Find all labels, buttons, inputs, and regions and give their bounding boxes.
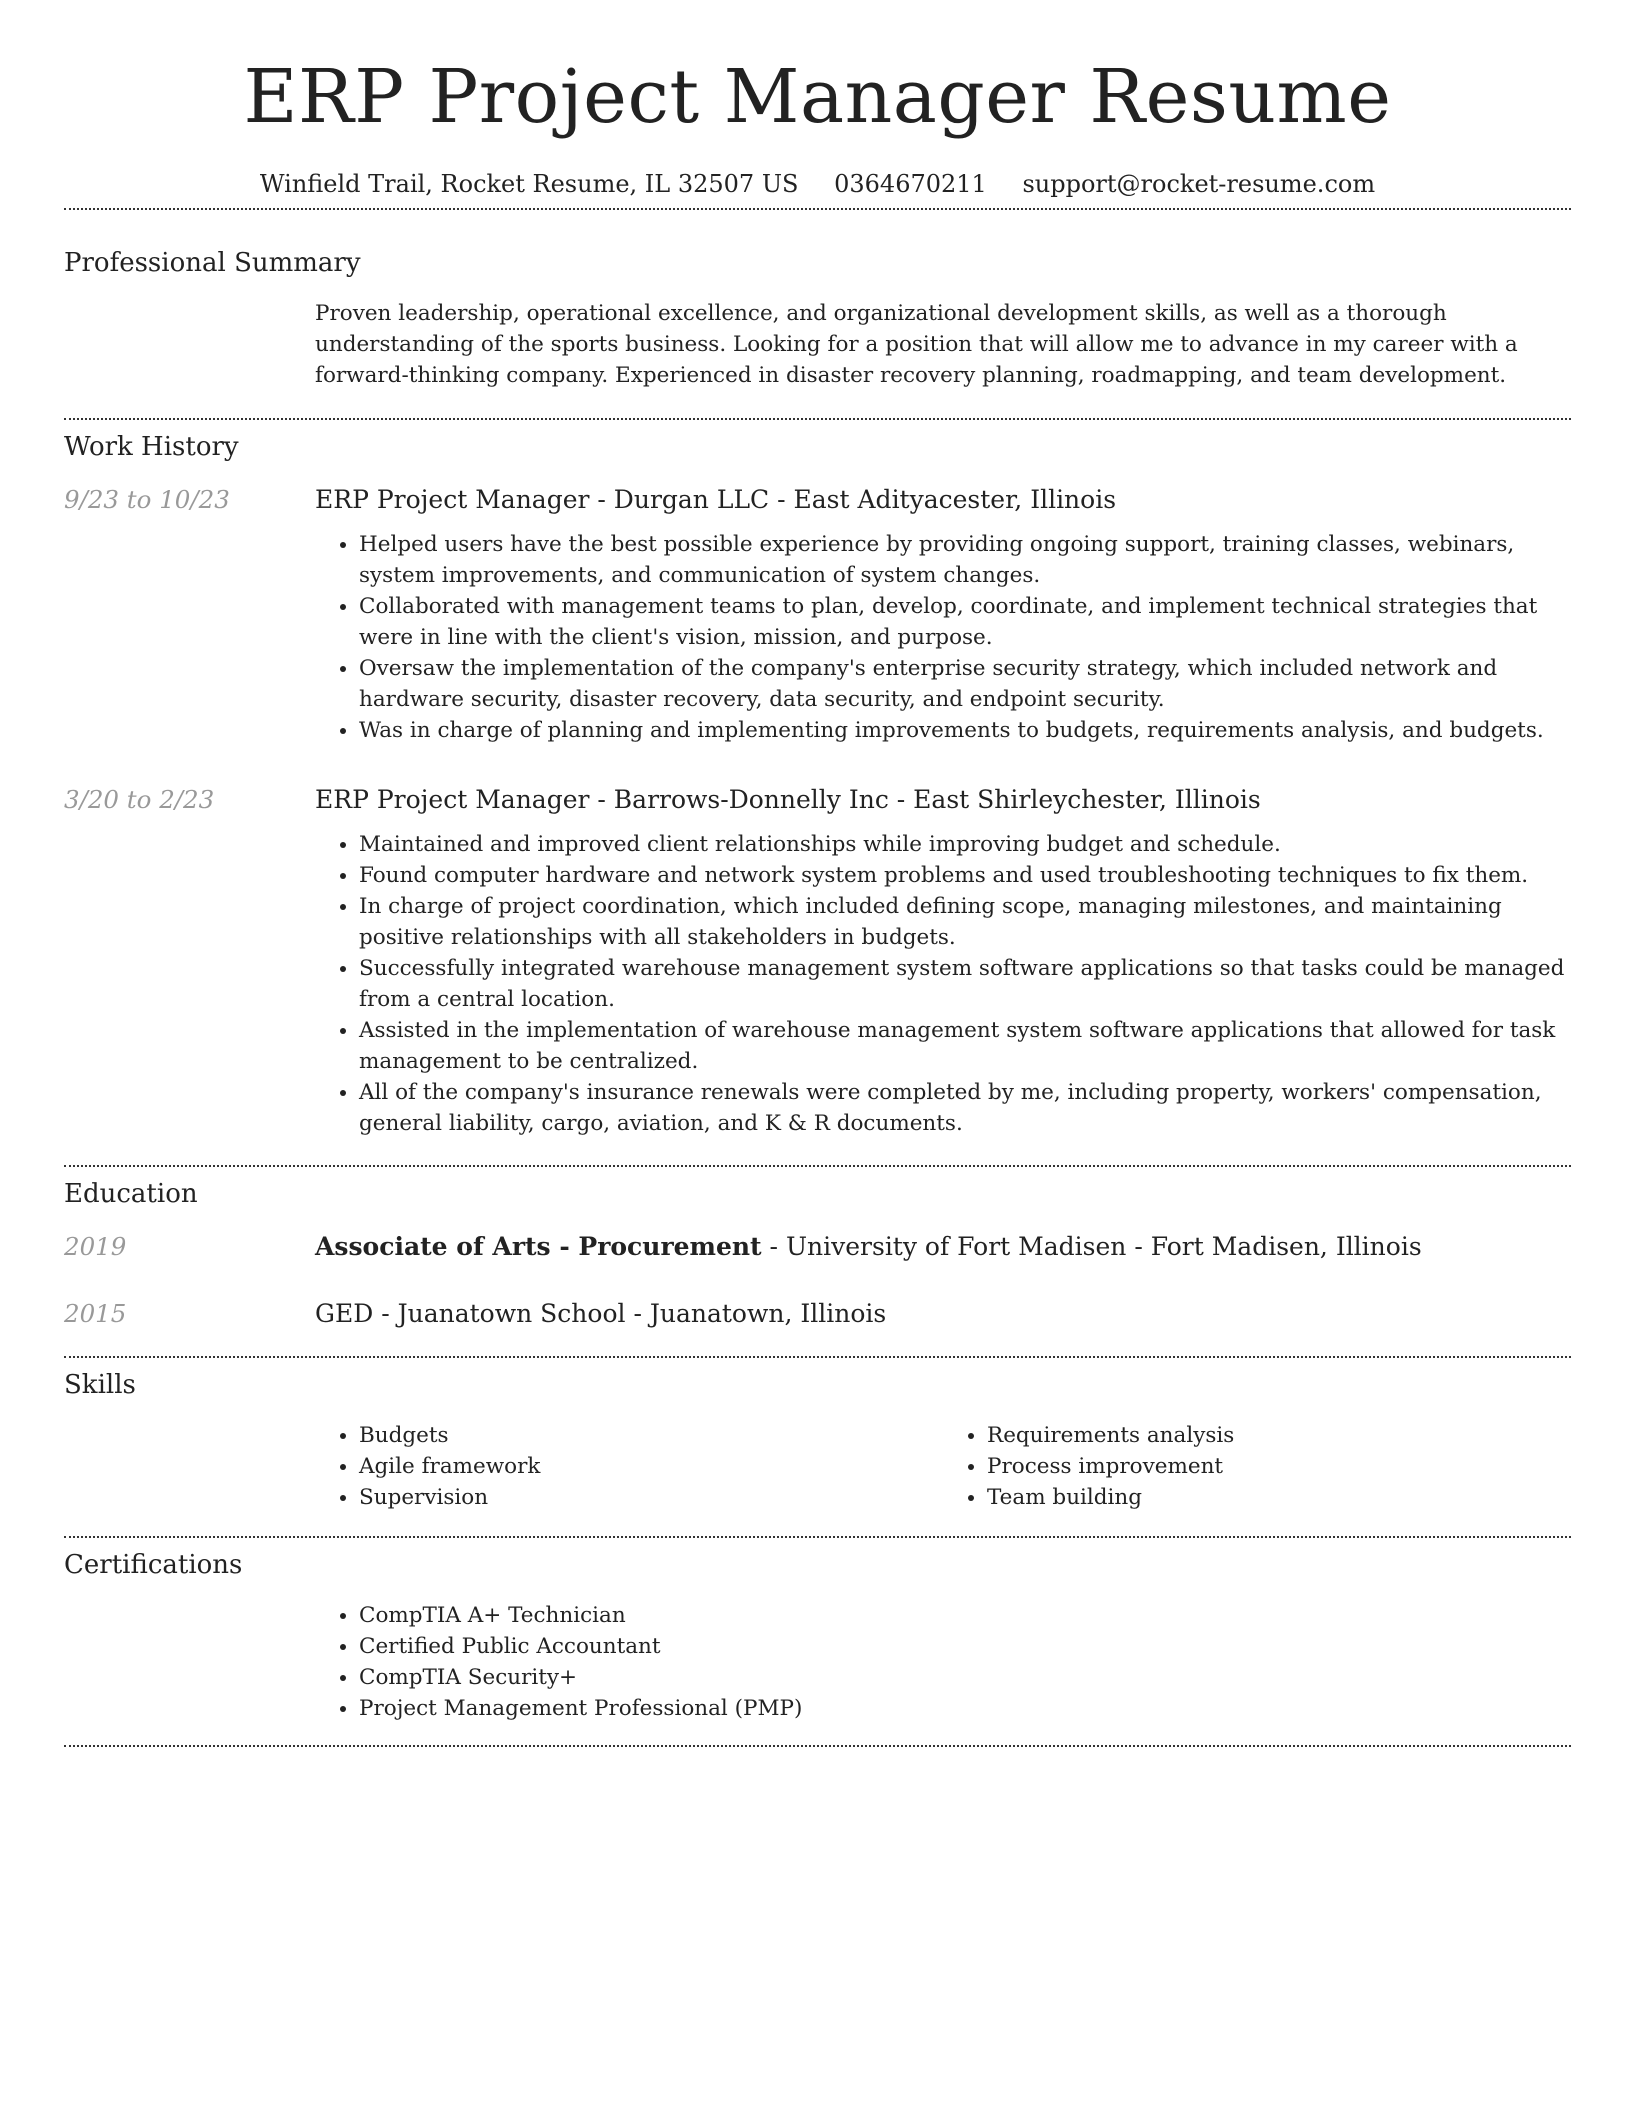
education-degree: Associate of Arts - Procurement [315, 1232, 762, 1261]
list-item: • Helped users have the best possible experience by providing ongoing support, training classes, webinars, system improvements, and communication of system changes. [359, 529, 1571, 591]
job-dates: 3/20 to 2/23 [64, 785, 215, 814]
education-year: 2015 [64, 1299, 127, 1328]
job-entry [64, 484, 1571, 784]
contact-address: Winfield Trail, Rocket Resume, IL 32507 US [259, 170, 799, 198]
list-item: • Process improvement [987, 1451, 1571, 1482]
work-heading: Work History [64, 432, 239, 462]
list-item: • Requirements analysis [987, 1420, 1571, 1451]
list-item: • Assisted in the implementation of warehouse management system software applications that allowed for task management to be centralized. [359, 1015, 1571, 1077]
resume-page [64, 0, 1571, 1747]
skills-column-right [943, 1420, 1571, 1513]
job-dates: 9/23 to 10/23 [64, 485, 230, 514]
contact-phone: 0364670211 [834, 170, 987, 198]
list-item: • All of the company's insurance renewals were completed by me, including property, workers' compensation, general liability, cargo, aviation, and K & R documents. [359, 1077, 1571, 1139]
job-title: ERP Project Manager - Barrows-Donnelly Inc - East Shirleychester, Illinois [315, 785, 1261, 814]
contact-email: support@rocket-resume.com [1022, 170, 1376, 198]
summary-heading: Professional Summary [64, 248, 361, 278]
list-item: • Budgets [359, 1420, 943, 1451]
list-item: • In charge of project coordination, which included defining scope, managing milestones, and maintaining positive relationships with all stakeholders in budgets. [359, 891, 1571, 953]
work-section [64, 420, 1571, 1165]
list-item: • Found computer hardware and network system problems and used troubleshooting techniques to fix them. [359, 860, 1571, 891]
contact-line [64, 170, 1571, 206]
list-item: • Was in charge of planning and implementing improvements to budgets, requirements analysis, and budgets. [359, 715, 1571, 746]
skills-heading: Skills [64, 1370, 136, 1400]
job-bullets [315, 829, 1571, 1139]
list-item: • Team building [987, 1482, 1571, 1513]
list-item: • Maintained and improved client relationships while improving budget and schedule. [359, 829, 1571, 860]
job-bullets [315, 529, 1571, 746]
job-title: ERP Project Manager - Durgan LLC - East Adityacester, Illinois [315, 485, 1117, 514]
list-item: • Project Management Professional (PMP) [359, 1693, 1571, 1724]
list-item: • Certified Public Accountant [359, 1631, 1571, 1662]
education-year: 2019 [64, 1232, 127, 1261]
list-item: • CompTIA A+ Technician [359, 1600, 1571, 1631]
certifications-section [64, 1538, 1571, 1745]
education-entry [64, 1298, 1571, 1332]
education-entry [64, 1231, 1571, 1298]
list-item: • Supervision [359, 1482, 943, 1513]
skills-column-left [315, 1420, 943, 1513]
list-item: • Agile framework [359, 1451, 943, 1482]
education-section [64, 1167, 1571, 1356]
summary-text: Proven leadership, operational excellence, and organizational development skills, as well as a thorough understanding of the sports business. Looking for a position that will allow me to advance in my career with a forward-thinking company. Experienced in disaster recovery planning, roadmapping, and team development. [315, 301, 1518, 388]
education-heading: Education [64, 1179, 198, 1209]
certifications-list [315, 1600, 1571, 1724]
list-item: • Successfully integrated warehouse management system software applications so that tasks could be managed from a central location. [359, 953, 1571, 1015]
certifications-heading: Certifications [64, 1550, 243, 1580]
skills-list [315, 1420, 1571, 1513]
divider [64, 1745, 1571, 1747]
list-item: • Oversaw the implementation of the company's enterprise security strategy, which included network and hardware security, disaster recovery, data security, and endpoint security. [359, 653, 1571, 715]
summary-section [64, 210, 1571, 418]
page-title: ERP Project Manager Resume [243, 54, 1392, 140]
list-item: • CompTIA Security+ [359, 1662, 1571, 1693]
education-degree: GED - Juanatown School - Juanatown, Illinois [315, 1299, 887, 1328]
skills-section [64, 1358, 1571, 1536]
list-item: • Collaborated with management teams to plan, develop, coordinate, and implement technical strategies that were in line with the client's vision, mission, and purpose. [359, 591, 1571, 653]
education-school: - University of Fort Madisen - Fort Madisen, Illinois [761, 1232, 1422, 1261]
job-entry [64, 784, 1571, 1139]
